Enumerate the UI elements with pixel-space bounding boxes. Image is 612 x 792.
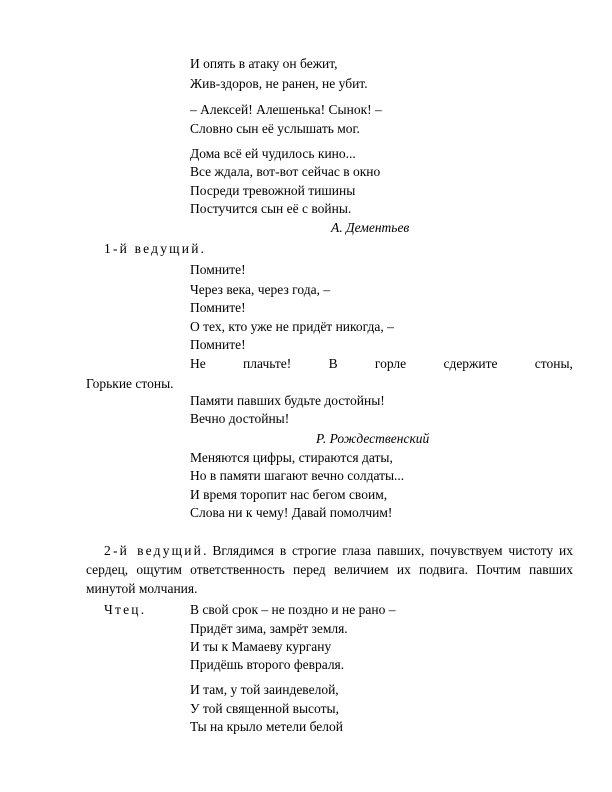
word: сдержите <box>443 356 498 371</box>
poem-line: И там, у той заиндевелой, <box>190 682 339 697</box>
poem-line: Придёшь второго февраля. <box>190 657 345 672</box>
poem-line: Дома всё ей чудилось кино... <box>190 146 356 161</box>
poem-line: Все ждала, вот-вот сейчас в окно <box>190 164 381 179</box>
speaker-label <box>104 241 204 257</box>
word: горле <box>374 356 407 371</box>
word: В <box>328 356 338 371</box>
poem-line: Вечно достойны! <box>190 411 290 426</box>
poem-line: О тех, кто уже не придёт никогда, – <box>190 319 394 334</box>
poem-line: И опять в атаку он бежит, <box>190 56 338 71</box>
poem-line: Посреди тревожной тишины <box>190 183 356 198</box>
poem-line: У той священной высоты, <box>190 701 339 716</box>
speaker-punct: . <box>140 602 145 617</box>
poem-line: Через века, через года, – <box>190 282 331 297</box>
poem-line-continuation: Горькие стоны. <box>86 376 174 391</box>
speaker-punct: . <box>200 241 204 256</box>
word: стоны, <box>534 356 573 371</box>
author-signature: Р. Рождественский <box>316 431 430 446</box>
poem-line: Ты на крыло метели белой <box>190 719 344 734</box>
poem-line: И ты к Мамаеву кургану <box>190 639 332 654</box>
host-paragraph <box>86 541 573 598</box>
poem-line: И время торопит нас бегом своим, <box>190 487 388 502</box>
word: плачьте! <box>243 356 292 371</box>
speaker-name: 2-й ведущий <box>104 543 204 558</box>
poem-line: Памяти павших будьте достойны! <box>190 393 385 408</box>
poem-line: Помните! <box>190 262 246 277</box>
speaker-label <box>104 602 144 618</box>
poem-line: Жив-здоров, не ранен, не убит. <box>190 76 368 91</box>
paragraph-text: . Вглядимся в строгие глаза павших, почувствуем чистоту их сердец, ощутим ответственность перед величием их подвига. Почтим павших минутой молчания. <box>86 543 574 596</box>
speaker-name: 1-й ведущий <box>104 241 201 256</box>
word: Не <box>190 356 206 371</box>
poem-line: Меняются цифры, стираются даты, <box>190 450 393 465</box>
author-signature: А. Дементьев <box>331 220 410 235</box>
justified-poem-line <box>190 356 573 372</box>
poem-line: Но в памяти шагают вечно солдаты... <box>190 468 405 483</box>
speaker-name: Чтец <box>104 602 141 617</box>
poem-line: В свой срок – не поздно и не рано – <box>190 602 396 617</box>
poem-line: Слова ни к чему! Давай помолчим! <box>190 505 393 520</box>
poem-line: Словно сын её услышать мог. <box>190 121 360 136</box>
poem-line: Помните! <box>190 300 246 315</box>
poem-line: Постучится сын её с войны. <box>190 201 352 216</box>
poem-line: – Алексей! Алешенька! Сынок! – <box>190 102 382 117</box>
poem-line: Придёт зима, замрёт земля. <box>190 621 348 636</box>
poem-line: Помните! <box>190 337 246 352</box>
